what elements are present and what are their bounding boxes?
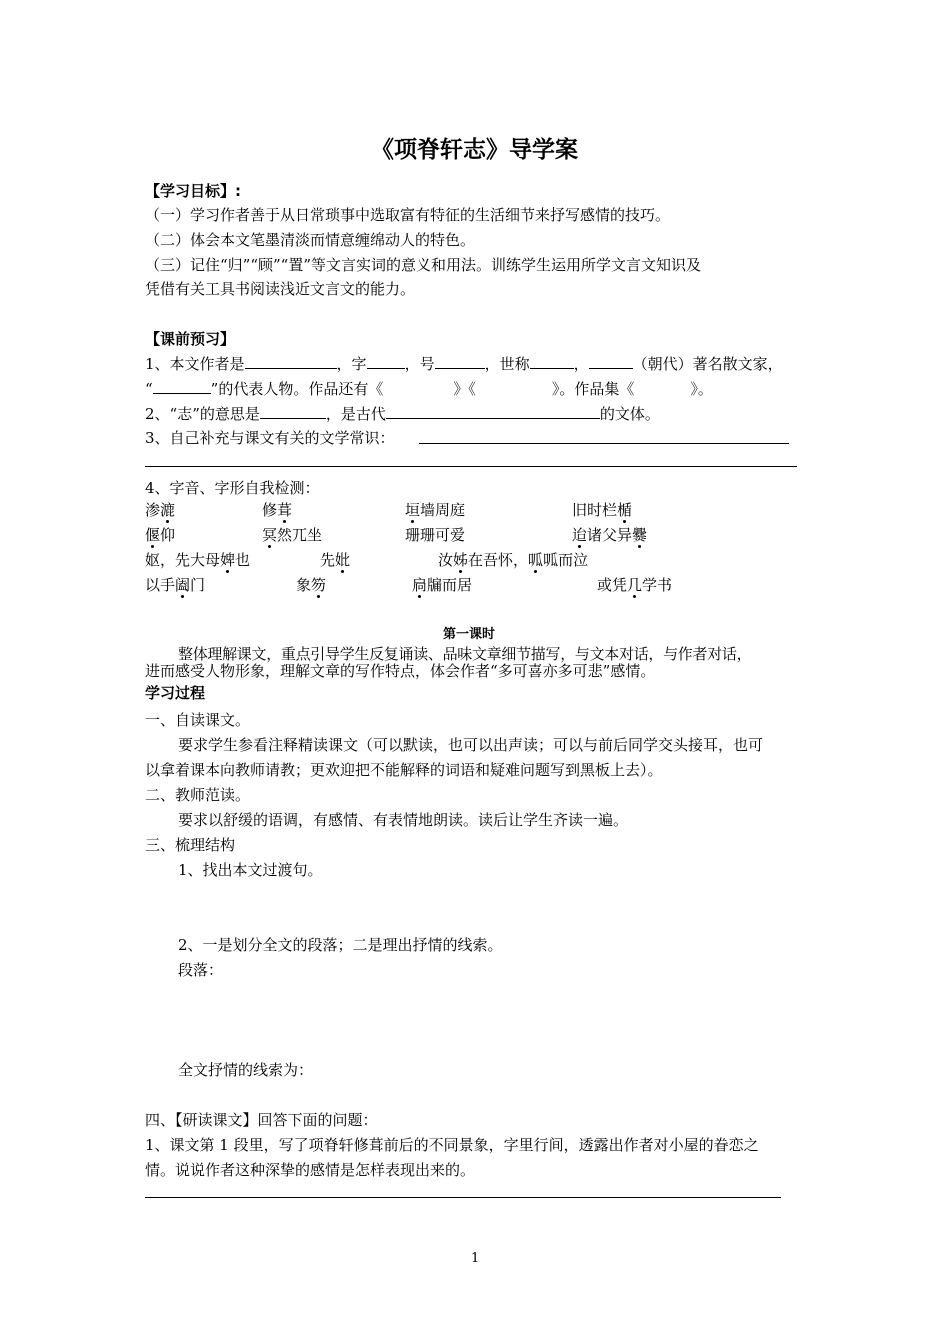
word-item: 或凭几学书 bbox=[597, 576, 673, 594]
step-question: 1、找出本文过渡句。 bbox=[178, 861, 323, 879]
lesson1-intro: 进而感受人物形象，理解文章的写作特点，体会作者“多可喜亦多可悲”感情。 bbox=[145, 662, 656, 680]
word-item: 先妣 bbox=[320, 551, 351, 569]
objective-item: （三）记住“归”“顾”“置”等文言实词的意义和用法。训练学生运用所学文言文知识及 bbox=[145, 256, 702, 274]
word-item: 旧时栏楯 bbox=[572, 501, 633, 519]
preview-q2 bbox=[145, 403, 660, 424]
word-item: 珊珊可爱 bbox=[405, 526, 466, 544]
step-question: 情。说说作者这种深挚的感情是怎样表现出来的。 bbox=[145, 1161, 476, 1179]
q2-text: 的文体。 bbox=[599, 405, 660, 423]
word-item: 妪，先大母婢也 bbox=[145, 551, 251, 569]
answer-line[interactable] bbox=[145, 466, 797, 467]
word-item: 冥然兀坐 bbox=[262, 526, 323, 544]
word-item: 偃仰 bbox=[145, 526, 176, 544]
step-heading: 二、教师范读。 bbox=[145, 786, 251, 804]
q2-text: 2、“志”的意思是 bbox=[145, 405, 260, 423]
q1-text: “ bbox=[145, 380, 153, 398]
q1-text: ，字 bbox=[336, 355, 367, 373]
preview-q4-heading: 4、字音、字形自我检测： bbox=[145, 479, 320, 497]
objective-item: 凭借有关工具书阅读浅近文言文的能力。 bbox=[145, 280, 416, 298]
word-item: 修葺 bbox=[262, 501, 293, 519]
q1-text: ，世称 bbox=[484, 355, 530, 373]
dynasty-blank[interactable] bbox=[589, 353, 633, 369]
school-blank[interactable] bbox=[153, 378, 211, 394]
art-name-blank[interactable] bbox=[435, 353, 485, 369]
process-heading: 学习过程 bbox=[145, 684, 206, 702]
preview-q3: 3、自己补充与课文有关的文学常识： bbox=[145, 429, 395, 447]
step-heading: 一、自读课文。 bbox=[145, 711, 251, 729]
preview-heading: 【课前预习】 bbox=[145, 330, 236, 348]
word-item: 汝姊在吾怀，呱呱而泣 bbox=[438, 551, 589, 569]
step-body: 要求学生参看注释精读课文（可以默读，也可以出声读；可以与前后同学交头接耳，也可 bbox=[178, 736, 764, 754]
objectives-heading: 【学习目标】: bbox=[145, 182, 241, 200]
step-heading: 三、梳理结构 bbox=[145, 836, 236, 854]
objective-item: （一）学习作者善于从日常琐事中选取富有特征的生活细节来抒写感情的技巧。 bbox=[145, 206, 671, 224]
q2-text: ，是古代 bbox=[325, 405, 386, 423]
step-question: 2、一是划分全文的段落；二是理出抒情的线索。 bbox=[178, 936, 503, 954]
genre-blank[interactable] bbox=[386, 403, 600, 419]
answer-line[interactable] bbox=[419, 443, 789, 444]
objective-item: （二）体会本文笔墨清淡而情意缠绵动人的特色。 bbox=[145, 231, 476, 249]
lesson1-intro: 整体理解课文，重点引导学生反复诵读、品味文章细节描写，与文本对话，与作者对话， bbox=[178, 645, 752, 663]
step-label: 全文抒情的线索为： bbox=[178, 1061, 314, 1079]
author-blank[interactable] bbox=[245, 353, 337, 369]
word-item: 扃牖而居 bbox=[412, 576, 473, 594]
step-label: 段落： bbox=[178, 961, 224, 979]
preview-q1-line2 bbox=[145, 378, 713, 399]
word-item: 迨诸父异爨 bbox=[572, 526, 648, 544]
step-heading: 四、【研读课文】回答下面的问题： bbox=[145, 1111, 378, 1129]
page-number: 1 bbox=[471, 1251, 480, 1266]
step-body: 以拿着课本向教师请教；更欢迎把不能解释的词语和疑难问题写到黑板上去）。 bbox=[145, 761, 663, 779]
q1-text: 》。 bbox=[690, 380, 713, 398]
page-title: 《项脊轩志》导学案 bbox=[371, 137, 578, 163]
q1-text: ，号 bbox=[404, 355, 435, 373]
q1-text: ”的代表人物。作品还有《 bbox=[210, 380, 384, 398]
answer-line[interactable] bbox=[145, 1197, 781, 1198]
word-item: 垣墙周庭 bbox=[405, 501, 466, 519]
zhi-meaning-blank[interactable] bbox=[260, 403, 326, 419]
q1-text: 》《 bbox=[453, 380, 476, 398]
q1-text: ， bbox=[573, 355, 589, 373]
step-body: 要求以舒缓的语调，有感情、有表情地朗读。读后让学生齐读一遍。 bbox=[178, 811, 629, 829]
q1-text: （朝代）著名散文家， bbox=[632, 355, 783, 373]
step-question: 1、课文第 1 段里，写了项脊轩修葺前后的不同景象，字里行间，透露出作者对小屋的眷恋之 bbox=[145, 1136, 759, 1154]
word-item: 以手阖门 bbox=[145, 576, 206, 594]
word-item: 渗漉 bbox=[145, 501, 176, 519]
q1-text: 1、本文作者是 bbox=[145, 355, 245, 373]
q1-text: 》。作品集《 bbox=[551, 380, 635, 398]
courtesy-name-blank[interactable] bbox=[367, 353, 405, 369]
lesson1-heading: 第一课时 bbox=[443, 627, 496, 642]
known-as-blank[interactable] bbox=[530, 353, 574, 369]
preview-q1-line1 bbox=[145, 353, 783, 374]
word-item: 象笏 bbox=[296, 576, 327, 594]
